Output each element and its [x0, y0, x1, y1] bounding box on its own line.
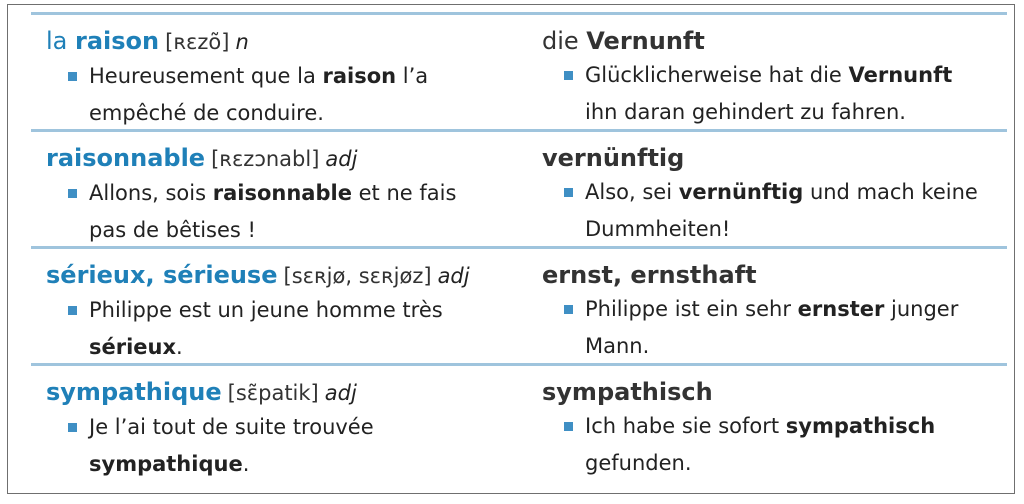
german-example: Glücklicherweise hat die Vernunft ihn daran gehindert zu fahren. — [542, 57, 1007, 131]
vocab-entry — [31, 132, 1007, 246]
part-of-speech: adj — [437, 264, 470, 288]
german-example: Also, sei vernünftig und mach keine Dummheiten! — [542, 174, 1007, 248]
german-example: Ich habe sie sofort sympathisch gefunden. — [542, 408, 1007, 482]
bullet-icon — [68, 72, 77, 81]
pronunciation: [sɛʀjø, sɛʀjøz] — [283, 264, 432, 288]
french-example: Philippe est un jeune homme très sérieux. — [46, 292, 526, 366]
french-example: Je l’ai tout de suite trouvée sympathique. — [46, 409, 526, 483]
german-headword-line — [542, 25, 1007, 57]
bullet-icon — [68, 306, 77, 315]
bullet-icon — [564, 422, 573, 431]
german-column — [542, 259, 1007, 365]
pronunciation: [ʀɛzõ] — [165, 30, 230, 54]
vocab-entry — [31, 15, 1007, 129]
french-column — [46, 25, 526, 132]
french-headword: raisonnable — [46, 144, 206, 172]
german-headword-line — [542, 142, 1007, 174]
part-of-speech: adj — [324, 381, 357, 405]
vocab-entry — [31, 366, 1007, 480]
french-example: Allons, sois raisonnable et ne fais pas de bêtises ! — [46, 175, 526, 249]
bullet-icon — [564, 305, 573, 314]
german-headword: ernst, ernsthaft — [542, 261, 757, 289]
german-headword-line — [542, 376, 1007, 408]
french-column — [46, 376, 526, 483]
german-column — [542, 25, 1007, 131]
pronunciation: [ʀɛzɔnabl] — [211, 147, 320, 171]
bullet-icon — [68, 423, 77, 432]
french-column — [46, 259, 526, 366]
french-headword-line — [46, 142, 526, 175]
vocabulary-box — [7, 4, 1015, 494]
bullet-icon — [564, 71, 573, 80]
vocabulary-table — [31, 12, 1007, 480]
french-headword-line — [46, 376, 526, 409]
bullet-icon — [564, 188, 573, 197]
pronunciation: [sɛ̃patik] — [227, 381, 319, 405]
part-of-speech: adj — [325, 147, 358, 171]
french-article: la — [46, 27, 76, 55]
french-headword: sympathique — [46, 378, 222, 406]
french-headword: sérieux, sérieuse — [46, 261, 278, 289]
german-headword: vernünftig — [542, 144, 685, 172]
vocab-entry — [31, 249, 1007, 363]
german-example: Philippe ist ein sehr ernster junger Mann. — [542, 291, 1007, 365]
german-headword: Vernunft — [586, 27, 705, 55]
german-headword: sympathisch — [542, 378, 713, 406]
german-article: die — [542, 27, 587, 55]
french-headword-line — [46, 25, 526, 58]
part-of-speech: n — [235, 30, 249, 54]
german-headword-line — [542, 259, 1007, 291]
bullet-icon — [68, 189, 77, 198]
french-example: Heureusement que la raison l’a empêché de conduire. — [46, 58, 526, 132]
french-column — [46, 142, 526, 249]
french-headword-line — [46, 259, 526, 292]
german-column — [542, 376, 1007, 482]
german-column — [542, 142, 1007, 248]
french-headword: raison — [75, 27, 160, 55]
